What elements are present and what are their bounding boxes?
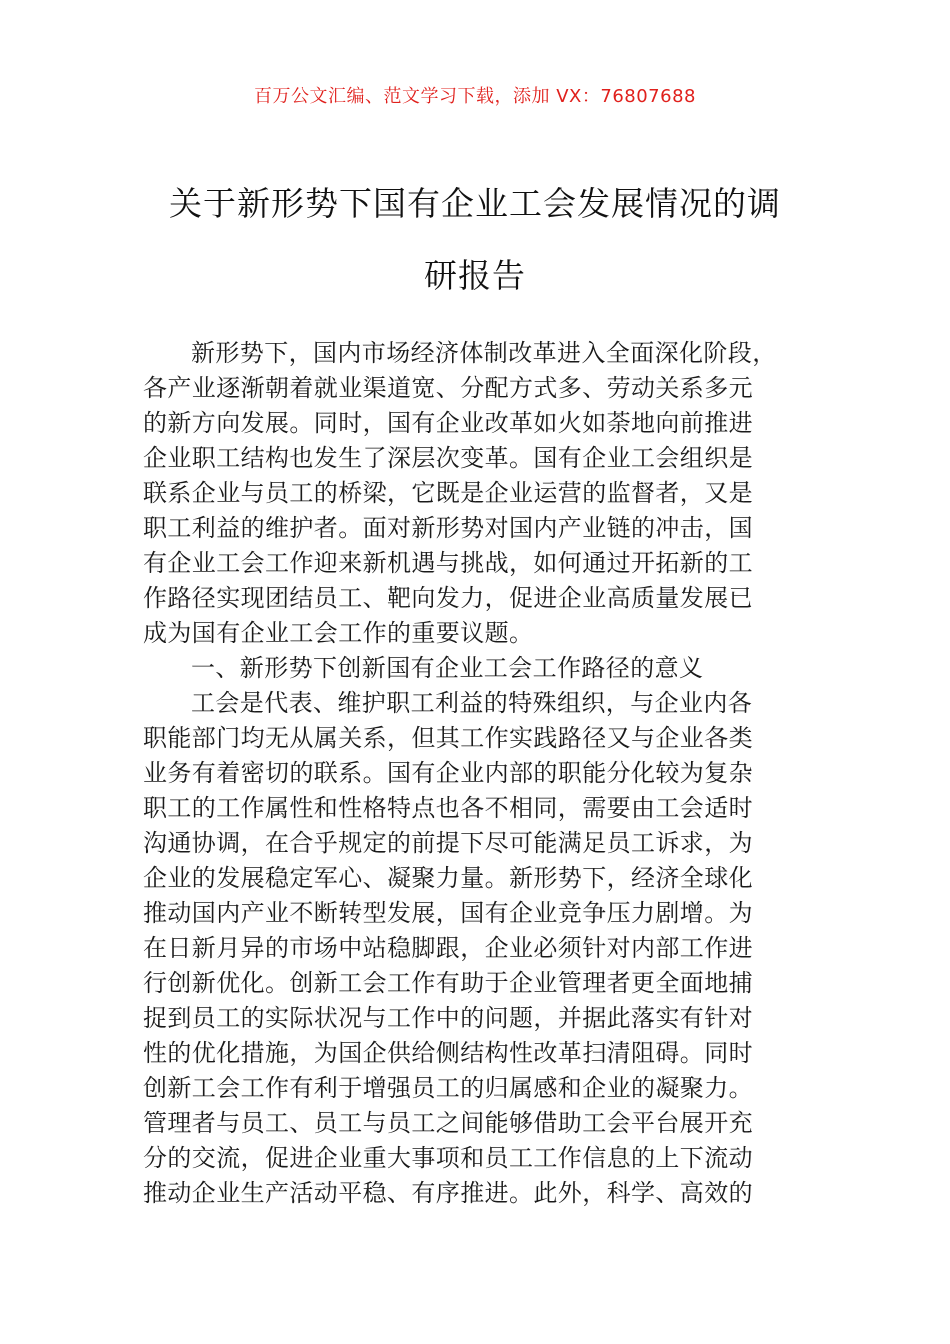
header-banner: 百万公文汇编、范文学习下载，添加 VX：76807688 bbox=[254, 86, 696, 107]
document-title-line-2: 研报告 bbox=[424, 256, 526, 295]
section-heading: 一、新形势下创新国有企业工会工作路径的意义 bbox=[191, 654, 704, 682]
document-title-line-1: 关于新形势下国有企业工会发展情况的调 bbox=[169, 184, 781, 223]
body-line: 推动企业生产活动平稳、有序推进。此外，科学、高效的 bbox=[143, 1179, 753, 1207]
body-line: 职工的工作属性和性格特点也各不相同，需要由工会适时 bbox=[143, 794, 753, 822]
body-line: 沟通协调，在合乎规定的前提下尽可能满足员工诉求，为 bbox=[143, 829, 753, 857]
body-line: 性的优化措施，为国企供给侧结构性改革扫清阻碍。同时 bbox=[143, 1039, 753, 1067]
body-line: 分的交流，促进企业重大事项和员工工作信息的上下流动 bbox=[143, 1144, 753, 1172]
body-line: 职工利益的维护者。面对新形势对国内产业链的冲击，国 bbox=[143, 514, 753, 542]
body-line: 作路径实现团结员工、靶向发力，促进企业高质量发展已 bbox=[143, 584, 753, 612]
body-line: 管理者与员工、员工与员工之间能够借助工会平台展开充 bbox=[143, 1109, 753, 1137]
body-line: 新形势下，国内市场经济体制改革进入全面深化阶段， bbox=[191, 339, 777, 367]
body-line: 工会是代表、维护职工利益的特殊组织，与企业内各 bbox=[191, 689, 753, 717]
body-line: 捉到员工的实际状况与工作中的问题，并据此落实有针对 bbox=[143, 1004, 753, 1032]
body-line: 创新工会工作有利于增强员工的归属感和企业的凝聚力。 bbox=[143, 1074, 753, 1102]
body-line: 各产业逐渐朝着就业渠道宽、分配方式多、劳动关系多元 bbox=[143, 374, 753, 402]
body-line: 推动国内产业不断转型发展，国有企业竞争压力剧增。为 bbox=[143, 899, 753, 927]
document-body bbox=[143, 336, 823, 1211]
body-line: 企业职工结构也发生了深层次变革。国有企业工会组织是 bbox=[143, 444, 753, 472]
body-line: 业务有着密切的联系。国有企业内部的职能分化较为复杂 bbox=[143, 759, 753, 787]
body-line: 行创新优化。创新工会工作有助于企业管理者更全面地捕 bbox=[143, 969, 753, 997]
body-line: 成为国有企业工会工作的重要议题。 bbox=[143, 619, 534, 647]
body-line: 联系企业与员工的桥梁，它既是企业运营的监督者，又是 bbox=[143, 479, 753, 507]
body-line: 在日新月异的市场中站稳脚跟，企业必须针对内部工作进 bbox=[143, 934, 753, 962]
body-line: 企业的发展稳定军心、凝聚力量。新形势下，经济全球化 bbox=[143, 864, 753, 892]
body-line: 职能部门均无从属关系，但其工作实践路径又与企业各类 bbox=[143, 724, 753, 752]
body-line: 的新方向发展。同时，国有企业改革如火如荼地向前推进 bbox=[143, 409, 753, 437]
body-line: 有企业工会工作迎来新机遇与挑战，如何通过开拓新的工 bbox=[143, 549, 753, 577]
